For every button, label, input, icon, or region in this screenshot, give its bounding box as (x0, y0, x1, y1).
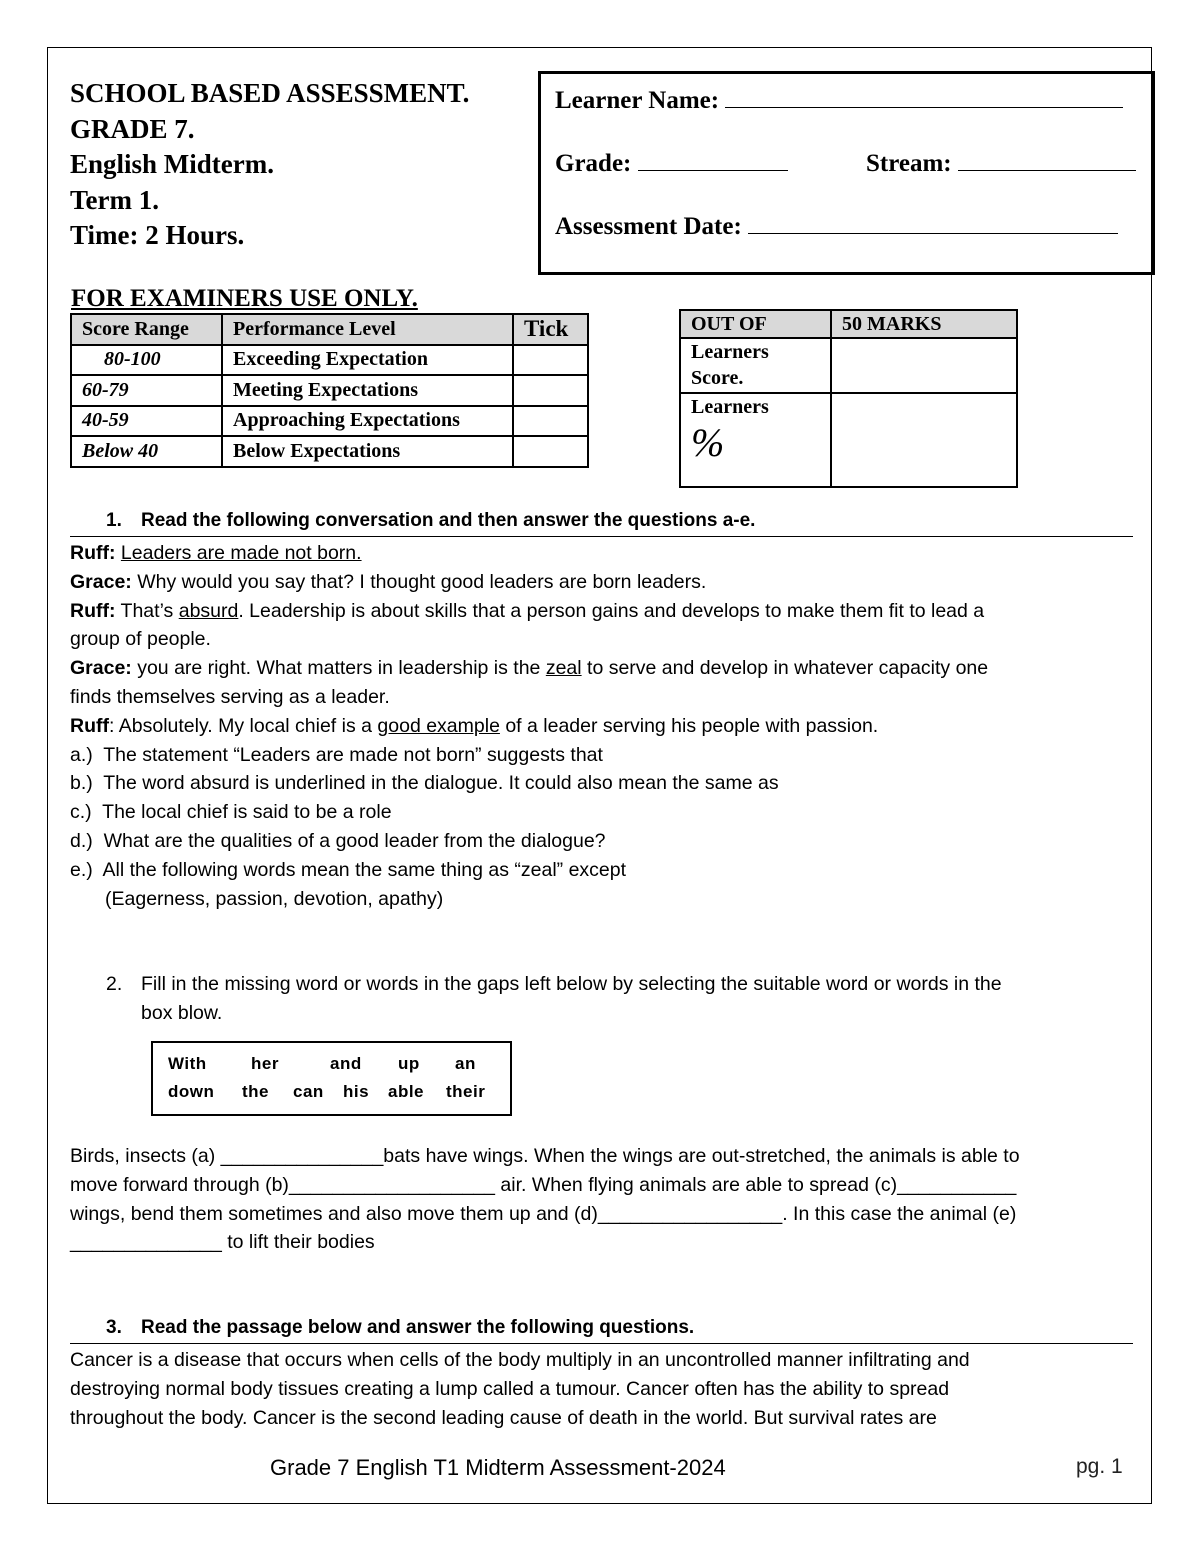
sub-question-label: e.) (70, 858, 93, 881)
q2-heading-line: box blow. (141, 1001, 223, 1024)
dialogue-line (70, 712, 988, 741)
options-line: (Eagerness, passion, devotion, apathy) (105, 887, 444, 910)
dialogue-text: group of people. (70, 628, 211, 651)
score-label-line: Score. (691, 367, 744, 389)
sub-question-text: The local chief is said to be a role (102, 801, 392, 824)
performance-level: Below Expectations (222, 436, 513, 467)
marks-header-row (680, 310, 1017, 338)
learners-percent-label (680, 393, 831, 487)
performance-level: Exceeding Expectation (222, 345, 513, 376)
column-header: Score Range (71, 314, 222, 345)
sub-question-text: The word absurd is underlined in the dialogue. It could also mean the same as (103, 772, 779, 795)
q3-passage (70, 1346, 970, 1432)
dialogue-text: . Leadership is about skills that a person gains and develops to make them fit to lead a (238, 599, 985, 622)
underlined-text: Leaders are made not born. (120, 542, 362, 564)
word-option: and (330, 1054, 362, 1073)
table-header-row (71, 314, 588, 345)
word-option: their (446, 1082, 486, 1101)
date-row (555, 211, 1118, 241)
title-line: Time: 2 Hours. (70, 220, 245, 250)
q1-dialogue (70, 539, 988, 913)
sub-question (70, 798, 988, 827)
dialogue-text: to serve and develop in whatever capacity one (581, 657, 989, 680)
sub-question-text: All the following words mean the same thing as “zeal” except (102, 858, 627, 881)
passage-line: throughout the body. Cancer is the second leading cause of death in the world. But survival rates are (70, 1406, 937, 1429)
performance-table (70, 313, 589, 468)
word-option: the (242, 1082, 269, 1101)
sub-question-text: What are the qualities of a good leader from the dialogue? (103, 829, 606, 852)
stream-field[interactable] (958, 148, 1136, 171)
passage-line: ______________ to lift their bodies (70, 1231, 375, 1254)
table-row (71, 345, 588, 376)
word-option: his (343, 1082, 370, 1101)
q3-divider (70, 1343, 1133, 1344)
word-option: able (388, 1082, 425, 1101)
performance-level: Approaching Expectations (222, 406, 513, 437)
sub-question (70, 741, 988, 770)
performance-level: Meeting Expectations (222, 375, 513, 406)
score-row (680, 338, 1017, 393)
title-line: SCHOOL BASED ASSESSMENT. (70, 78, 470, 108)
title-line: English Midterm. (70, 149, 275, 179)
percent-symbol: % (691, 420, 725, 465)
assessment-date-field[interactable] (748, 211, 1118, 234)
sub-question-label: d.) (70, 829, 93, 852)
grade-field[interactable] (638, 148, 788, 171)
marks-table (679, 309, 1018, 488)
dialogue-line (70, 683, 988, 712)
underlined-text: good example (377, 714, 500, 737)
learner-name-field[interactable] (725, 85, 1123, 108)
total-marks: 50 MARKS (831, 310, 1017, 338)
tick-cell[interactable] (513, 436, 588, 467)
passage-line: destroying normal body tissues creating a lump called a tumour. Cancer often has the ability to spread (70, 1377, 950, 1400)
score-range: Below 40 (71, 436, 222, 467)
speaker: Grace: (70, 657, 132, 680)
score-range: 60-79 (71, 375, 222, 406)
learner-name-label: Learner Name: (555, 87, 720, 114)
q2-number: 2. (106, 973, 123, 995)
column-header: Tick (513, 314, 588, 345)
sub-question (70, 827, 988, 856)
assessment-date-label: Assessment Date: (555, 213, 742, 240)
column-header: Performance Level (222, 314, 513, 345)
grade-label: Grade: (555, 150, 632, 177)
q1-divider (70, 536, 1133, 537)
speaker: Ruff (70, 714, 109, 737)
table-row (71, 406, 588, 437)
score-range: 80-100 (71, 345, 222, 376)
q1-heading: Read the following conversation and then answer the questions a-e. (141, 510, 756, 531)
sub-question-label: c.) (70, 801, 92, 824)
speaker: Ruff: (70, 599, 116, 622)
sub-question (70, 856, 988, 885)
percent-row (680, 393, 1017, 487)
tick-cell[interactable] (513, 406, 588, 437)
tick-cell[interactable] (513, 345, 588, 376)
word-option: her (251, 1054, 279, 1073)
score-label-line: Learners (691, 341, 769, 363)
dialogue-text: : Absolutely. My local chief is a (108, 714, 378, 737)
examiners-title: FOR EXAMINERS USE ONLY. (71, 285, 418, 312)
page-number: pg. 1 (1076, 1455, 1123, 1478)
dialogue-line (70, 654, 988, 683)
dialogue-text: you are right. What matters in leadership is the (131, 657, 546, 680)
q2-heading-line: Fill in the missing word or words in the gaps left below by selecting the suitable word or words in the (141, 973, 1002, 995)
underlined-text: absurd (178, 599, 239, 622)
dialogue-text: of a leader serving his people with passion. (499, 714, 879, 737)
word-box (151, 1041, 512, 1116)
learners-score-label (680, 338, 831, 393)
learners-percent-cell[interactable] (831, 393, 1017, 487)
passage-line: move forward through (b)___________________ air. When flying animals are able to spread (c)___________ (70, 1173, 1017, 1196)
word-option: can (293, 1082, 324, 1101)
title-line: GRADE 7. (70, 113, 195, 144)
dialogue-line (70, 568, 988, 597)
word-option: With (168, 1054, 207, 1073)
learners-score-cell[interactable] (831, 338, 1017, 393)
footer-title: Grade 7 English T1 Midterm Assessment-2024 (270, 1455, 726, 1480)
passage-line: Cancer is a disease that occurs when cells of the body multiply in an uncontrolled manner infiltrating and (70, 1349, 970, 1371)
dialogue-text: That’s (115, 599, 179, 622)
passage-line: Birds, insects (a) _______________bats have wings. When the wings are out-stretched, the animals is able to (70, 1145, 1020, 1167)
title-line: Term 1. (70, 184, 159, 215)
title-block (70, 76, 469, 254)
word-option: down (168, 1082, 215, 1101)
table-row (71, 436, 588, 467)
stream-label: Stream: (866, 150, 952, 177)
tick-cell[interactable] (513, 375, 588, 406)
word-option: up (398, 1054, 420, 1073)
q2-heading (141, 970, 1002, 1028)
passage-line: wings, bend them sometimes and also move them up and (d)_________________. In this case the animal (e) (70, 1202, 1017, 1225)
percent-label-line: Learners (691, 396, 769, 418)
sub-question-text: The statement “Leaders are made not born” suggests that (103, 743, 603, 766)
dialogue-text: Why would you say that? I thought good leaders are born leaders. (131, 570, 707, 593)
dialogue-line (70, 539, 988, 568)
dialogue-line (70, 625, 988, 654)
underlined-text: zeal (545, 657, 582, 680)
speaker: Grace: (70, 570, 132, 593)
learner-info-box (538, 71, 1155, 275)
dialogue-line (70, 597, 988, 626)
word-option: an (455, 1054, 476, 1073)
sub-question-label: b.) (70, 772, 93, 795)
sub-question (70, 769, 988, 798)
q2-passage (70, 1142, 1020, 1257)
q1-number: 1. (106, 510, 122, 531)
q3-heading: Read the passage below and answer the following questions. (141, 1317, 695, 1338)
out-of-label: OUT OF (680, 310, 831, 338)
stream-row (866, 148, 1136, 178)
speaker: Ruff: (70, 542, 116, 564)
dialogue-text: finds themselves serving as a leader. (70, 685, 390, 708)
sub-question-label: a.) (70, 743, 93, 766)
grade-row (555, 148, 788, 178)
learner-name-row (555, 85, 1123, 115)
score-range: 40-59 (71, 406, 222, 437)
table-row (71, 375, 588, 406)
q3-number: 3. (106, 1317, 122, 1338)
